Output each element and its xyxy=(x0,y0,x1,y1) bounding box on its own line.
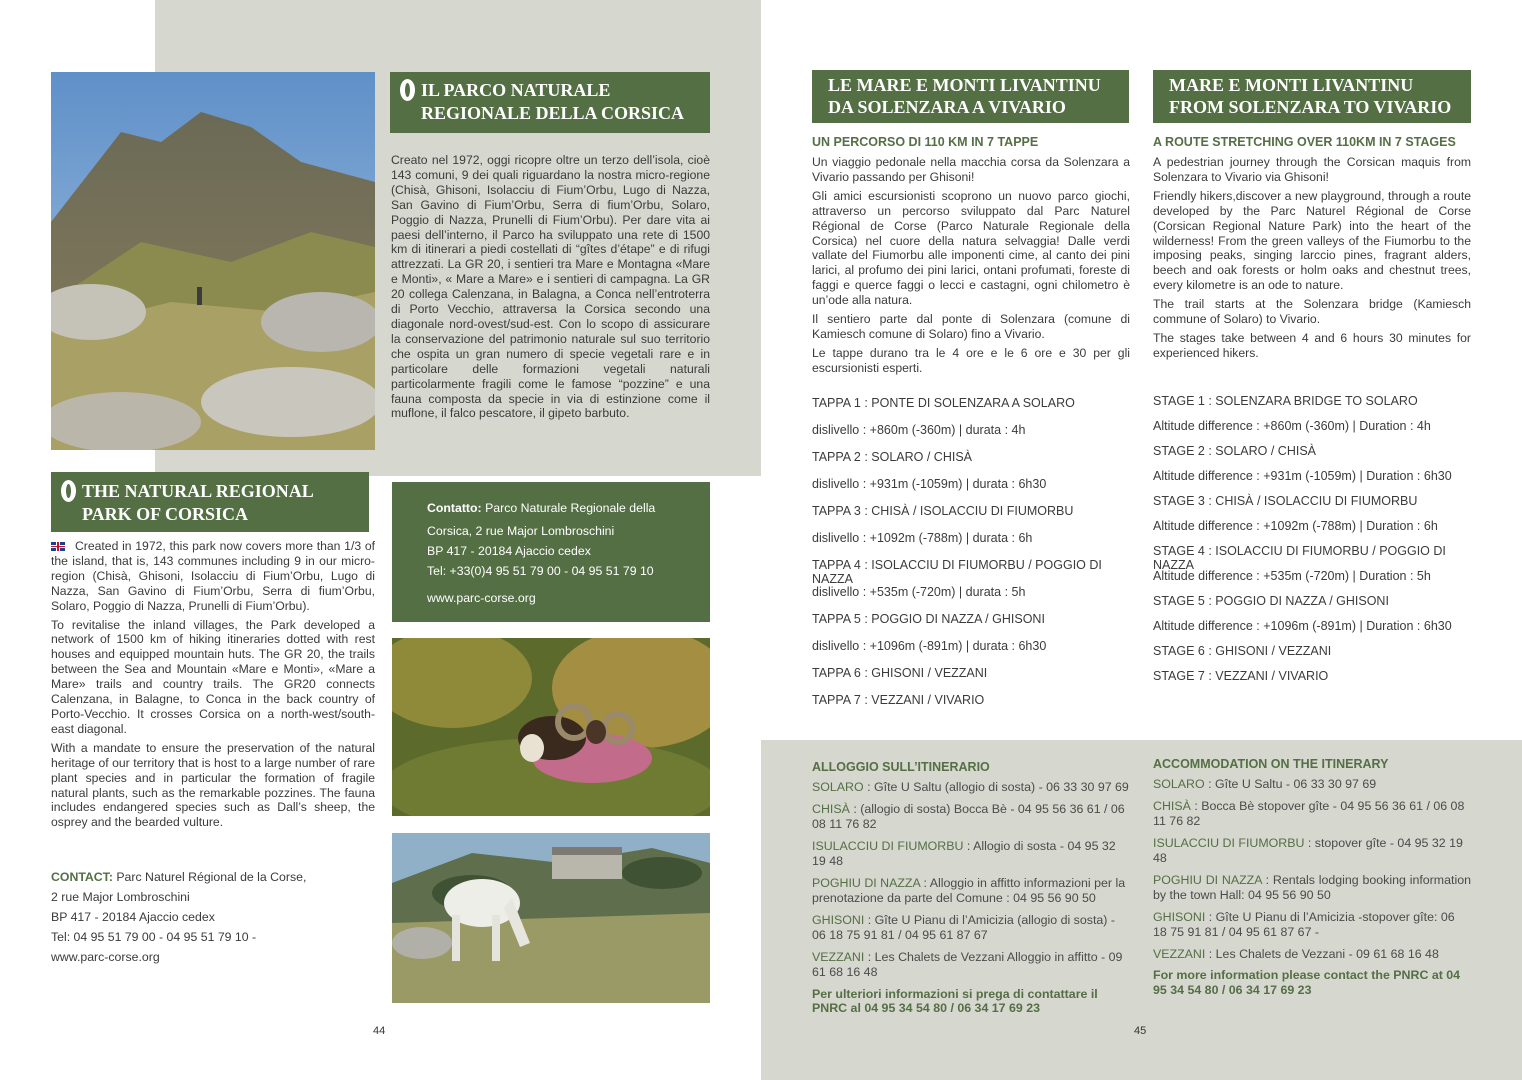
it-stage-item: TAPPA 3 : CHISÀ / ISOLACCIU DI FIUMORBU xyxy=(812,504,1074,518)
en-acc-place: SOLARO xyxy=(1153,777,1205,791)
en-route-paragraph: The stages take between 4 and 6 hours 30 minutes for experienced hikers. xyxy=(1153,330,1471,360)
it-contact-box xyxy=(392,482,710,622)
it-acc-text: : (allogio di sosta) Bocca Bè - 04 95 56 36 61 / 06 08 11 76 82 xyxy=(812,801,1125,831)
mouflon-photo xyxy=(392,638,710,816)
en-route-title-line2: FROM SOLENZARA TO VIVARIO xyxy=(1169,97,1452,117)
it-route-title-line2: DA SOLENZARA A VIVARIO xyxy=(828,97,1066,117)
it-route-paragraph: Gli amici escursionisti scoprono un nuovo parco giochi, attraverso un percorso sviluppato dal Parc Naturel Régional de Corse (Parco Naturale Regionale della Corsica) nel cuore della natura selvaggia! Dalle verdi vallate del Fiumorbu alle imponenti cime, al canto dei pini larici, al profumo dei pini larici, ontani profumati, foreste di faggi e querce faggi o lecci e castagni, ogni chilometro è un’ode alla natura. xyxy=(812,188,1130,308)
it-acc-text: : Allogio di sosta - 04 95 32 19 48 xyxy=(812,838,1116,868)
en-acc-text: : Gîte U Pianu di l’Amicizia -stopover gîte: 06 18 75 91 81 / 04 95 61 87 67 - xyxy=(1153,909,1455,939)
horse-photo xyxy=(392,833,710,1003)
page-number-right: 45 xyxy=(1134,1025,1147,1037)
it-contact-line: Tel: +33(0)4 95 51 79 00 - 04 95 51 79 10 xyxy=(427,564,654,578)
en-route-paragraph: A pedestrian journey through the Corsican maquis from Solenzara to Vivario via Ghisoni! xyxy=(1153,155,1471,184)
en-park-body xyxy=(51,539,375,834)
it-acc-place: CHISÀ xyxy=(812,801,850,816)
en-park-title-line1: THE NATURAL REGIONAL xyxy=(82,481,314,501)
en-acc-text: : Bocca Bè stopover gîte - 04 95 56 36 61 / 06 08 11 76 82 xyxy=(1153,798,1465,828)
it-route-body xyxy=(812,155,1130,380)
en-acc-text: : stopover gîte - 04 95 32 19 48 xyxy=(1153,835,1463,865)
en-contact-line: 2 rue Major Lombroschini xyxy=(51,890,190,904)
it-stage-item: dislivello : +860m (-360m) | durata : 4h xyxy=(812,423,1026,437)
en-acc-text: : Rentals lodging booking information by the town Hall: 04 95 56 90 50 xyxy=(1153,872,1471,902)
en-stage-item: STAGE 3 : CHISÀ / ISOLACCIU DI FIUMORBU xyxy=(1153,494,1418,508)
it-stage-item: TAPPA 6 : GHISONI / VEZZANI xyxy=(812,666,988,680)
it-accommodation-title: ALLOGGIO SULL’ITINERARIO xyxy=(812,760,990,774)
en-stage-item: STAGE 7 : VEZZANI / VIVARIO xyxy=(1153,669,1329,683)
en-contact-block xyxy=(51,867,375,967)
en-stage-item: Altitude difference : +860m (-360m) | Duration : 4h xyxy=(1153,419,1431,433)
en-route-title-box xyxy=(1153,70,1471,123)
en-stage-item: Altitude difference : +931m (-1059m) | Duration : 6h30 xyxy=(1153,469,1452,483)
en-route-subtitle: A ROUTE STRETCHING OVER 110KM IN 7 STAGES xyxy=(1153,135,1456,149)
leaf-icon xyxy=(400,79,415,101)
en-acc-text: : Les Chalets de Vezzani - 09 61 68 16 48 xyxy=(1205,946,1439,961)
en-accommodation-footer: For more information please contact the PNRC at 04 95 34 54 80 / 06 34 17 69 23 xyxy=(1153,968,1461,997)
page-number-left: 44 xyxy=(373,1025,386,1037)
en-accommodation xyxy=(1153,757,1471,1004)
it-route-paragraph: Un viaggio pedonale nella macchia corsa da Solenzara a Vivario passando per Ghisoni! xyxy=(812,155,1130,184)
en-stage-item: STAGE 2 : SOLARO / CHISÀ xyxy=(1153,444,1317,458)
it-stage-item: TAPPA 4 : ISOLACCIU DI FIUMORBU / POGGIO DI NAZZA xyxy=(812,558,1102,586)
mountain-photo xyxy=(51,72,375,450)
en-stage-item: STAGE 1 : SOLENZARA BRIDGE TO SOLARO xyxy=(1153,394,1418,408)
it-stage-item: TAPPA 5 : POGGIO DI NAZZA / GHISONI xyxy=(812,612,1045,626)
leaf-icon xyxy=(61,480,76,502)
it-acc-place: SOLARO xyxy=(812,780,864,794)
en-accommodation-title: ACCOMMODATION ON THE ITINERARY xyxy=(1153,757,1389,771)
it-acc-place: POGHIU DI NAZZA xyxy=(812,875,921,890)
it-accommodation-footer: Per ulteriori informazioni si prega di contattare il PNRC al 04 95 34 54 80 / 06 34 17 69 23 xyxy=(812,986,1098,1015)
en-stage-item: Altitude difference : +1096m (-891m) | Duration : 6h30 xyxy=(1153,619,1452,633)
en-park-title-box xyxy=(51,472,369,532)
it-contact-label: Contatto: xyxy=(427,501,482,515)
it-stage-item: dislivello : +931m (-1059m) | durata : 6h30 xyxy=(812,477,1047,491)
it-route-title-box xyxy=(812,70,1129,123)
it-park-body: Creato nel 1972, oggi ricopre oltre un terzo dell’isola, cioè 143 comuni, 9 dei quali riguardano la nostra micro-regione (Chisà, Ghisoni, Isolacciu di Fium’Orbu, Lugo di Nazza, San Gavino di Fium’Orbu, Serra di fium’Orbu, Solaro, Poggio di Nazza, Prunelli di Fium’Orbu). Per dare vita ai paesi dell’interno, il Parco ha sviluppato una rete di 1500 km di itinerari a piedi costellati di “gîtes d’étape” e di rifugi attrezzati. La GR 20, i sentieri tra Mare e Montagna «Mare e Monti», « Mare a Mare» e i sentieri di campagna. La GR 20 collega Calenzana, in Balagna, a Conca nell’entroterra di Porto Vecchio, attraversa la Corsica secondo una diagonale nord-ovest/sud-est. Con lo scopo di assicurare la conservazione del patrimonio naturale sul suo territorio che ospita un gran numero di specie vegetali rare e in particolare delle formazioni vegetali naturali particolarmente fragili come le famose “pozzine” e una fauna composta da specie in via di estinzione come il muflone, il falco pescatore, il gipeto barbuto. xyxy=(391,153,710,421)
en-stage-item: STAGE 4 : ISOLACCIU DI FIUMORBU / POGGIO DI NAZZA xyxy=(1153,544,1446,572)
it-acc-place: GHISONI xyxy=(812,912,865,927)
en-stage-item: STAGE 5 : POGGIO DI NAZZA / GHISONI xyxy=(1153,594,1389,608)
en-contact-website[interactable]: www.parc-corse.org xyxy=(51,950,160,964)
en-stage-item: Altitude difference : +1092m (-788m) | Duration : 6h xyxy=(1153,519,1438,533)
en-park-paragraph-1: Created in 1972, this park now covers more than 1/3 of the island, that is, 143 communes including 9 in our micro-region (Chisà, Ghisoni, Isolacciu di Fium’Orbu, Lugo di Nazza, San Gavino di Fium’Orbu, Serra di fium’Orbu, Solaro, Poggio di Nazza, Prunelli di Fium’Orbu). xyxy=(51,539,375,613)
en-contact-label: CONTACT: xyxy=(51,870,113,884)
en-contact-line: Parc Naturel Régional de la Corse, xyxy=(116,870,307,884)
it-stage-item: dislivello : +1096m (-891m) | durata : 6h30 xyxy=(812,639,1047,653)
it-route-subtitle: UN PERCORSO DI 110 KM IN 7 TAPPE xyxy=(812,135,1039,149)
en-stage-item: Altitude difference : +535m (-720m) | Duration : 5h xyxy=(1153,569,1431,583)
en-acc-place: CHISÀ xyxy=(1153,798,1191,813)
en-acc-place: VEZZANI xyxy=(1153,946,1206,961)
it-acc-text: : Gîte U Saltu (allogio di sosta) - 06 33 30 97 69 xyxy=(863,780,1129,794)
it-stage-item: TAPPA 1 : PONTE DI SOLENZARA A SOLARO xyxy=(812,396,1075,410)
it-stage-item: TAPPA 7 : VEZZANI / VIVARIO xyxy=(812,693,985,707)
it-park-title-box xyxy=(390,72,710,133)
en-acc-place: POGHIU DI NAZZA xyxy=(1153,872,1262,887)
en-stage-item: STAGE 6 : GHISONI / VEZZANI xyxy=(1153,644,1332,658)
uk-flag-icon xyxy=(51,542,65,551)
it-acc-text: : Les Chalets de Vezzani Alloggio in affitto - 09 61 68 16 48 xyxy=(812,949,1123,979)
en-park-paragraph-3: With a mandate to ensure the preservation of the natural heritage of our territory that is host to a large number of rare plant species and in particular the formation of fragile natural plants, such as the remarkable pozzines. The fauna includes endangered species such as Dall’s sheep, the osprey and the bearded vulture. xyxy=(51,740,375,830)
it-stage-item: TAPPA 2 : SOLARO / CHISÀ xyxy=(812,450,973,464)
it-acc-place: ISULACCIU DI FIUMORBU xyxy=(812,838,964,853)
it-accommodation xyxy=(812,760,1130,1021)
it-route-paragraph: Il sentiero parte dal ponte di Solenzara (comune di Kamiesch comune di Solaro) fino a Vivario. xyxy=(812,312,1130,341)
it-park-title-line2: REGIONALE DELLA CORSICA xyxy=(421,103,685,123)
it-acc-place: VEZZANI xyxy=(812,949,865,964)
en-contact-line: BP 417 - 20184 Ajaccio cedex xyxy=(51,910,215,924)
it-acc-text: : Gîte U Pianu di l’Amicizia (allogio di sosta) - 06 18 75 91 81 / 04 95 61 87 67 xyxy=(812,912,1115,942)
en-acc-text: : Gîte U Saltu - 06 33 30 97 69 xyxy=(1204,777,1377,791)
it-stage-item: dislivello : +535m (-720m) | durata : 5h xyxy=(812,585,1026,599)
en-acc-place: ISULACCIU DI FIUMORBU xyxy=(1153,835,1305,850)
en-contact-line: Tel: 04 95 51 79 00 - 04 95 51 79 10 - xyxy=(51,930,257,944)
en-park-title-line2: PARK OF CORSICA xyxy=(82,504,248,524)
en-route-paragraph: The trail starts at the Solenzara bridge (Kamiesch commune of Solaro) to Vivario. xyxy=(1153,297,1471,327)
en-park-paragraph-2: To revitalise the inland villages, the Park developed a network of 1500 km of hiking itineraries dotted with rest houses and equipped mountain huts. The GR 20, the trails between the Sea and Mountain «Mare e Monti», «Mare a Mare» trails and country trails. The GR20 connects Calenzana, in Balagne, to Conca in the back country of Porto-Vecchio. It crosses Corsica on a north-west/south-east diagonal. xyxy=(51,617,375,736)
en-route-body xyxy=(1153,155,1471,365)
it-park-title-line1: IL PARCO NATURALE xyxy=(421,80,611,100)
it-stage-list xyxy=(812,396,1142,720)
en-stage-list xyxy=(1153,394,1483,694)
it-contact-website[interactable]: www.parc-corse.org xyxy=(427,591,536,605)
en-acc-place: GHISONI xyxy=(1153,909,1206,924)
it-stage-item: dislivello : +1092m (-788m) | durata : 6h xyxy=(812,531,1033,545)
it-route-title-line1: LE MARE E MONTI LIVANTINU xyxy=(828,75,1101,95)
it-contact-line: Corsica, 2 rue Major Lombroschini xyxy=(427,524,615,538)
en-route-paragraph: Friendly hikers,discover a new playground, through a route developed by the Parc Naturel Régional de Corse (Corsican Regional Nature Park) into the heart of the wilderness! From the green valleys of the Fiumorbu to the imposing peaks, singing larccio pines, fragrant alders, beech and oak forests or holm oaks and chestnut trees, every kilometre is an ode to nature. xyxy=(1153,188,1471,293)
it-acc-text: : Alloggio in affitto informazioni per la prenotazione da parte del Comune : 04 95 56 90 50 xyxy=(812,875,1126,905)
it-contact-line: BP 417 - 20184 Ajaccio cedex xyxy=(427,544,591,558)
it-contact-line: Parco Naturale Regionale della xyxy=(485,501,656,515)
en-route-title-line1: MARE E MONTI LIVANTINU xyxy=(1169,75,1414,95)
it-route-paragraph: Le tappe durano tra le 4 ore e le 6 ore e 30 per gli escursionisti esperti. xyxy=(812,345,1130,375)
